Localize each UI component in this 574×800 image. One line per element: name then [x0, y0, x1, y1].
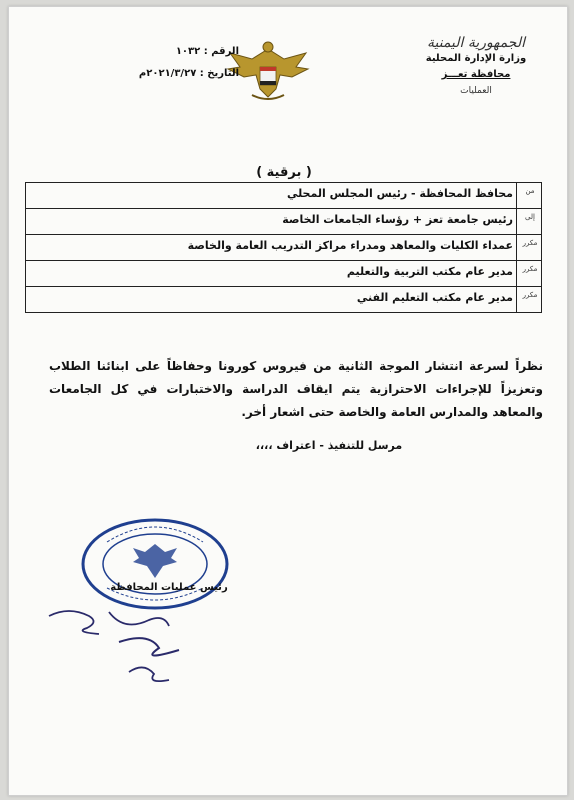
- document-date: [89, 63, 239, 85]
- seal-caption: رئيس عمليات المحافظة: [110, 582, 228, 593]
- date-value: ٢٠٢١/٣/٢٧م: [138, 68, 197, 79]
- addressee-row: [26, 235, 541, 261]
- row-label: إلى: [525, 213, 535, 221]
- handwritten-signature-icon: [29, 602, 229, 692]
- row-value: عمداء الكليات والمعاهد ومدراء مراكز التدريب العامة والخاصة: [187, 239, 513, 252]
- column-divider: [516, 261, 517, 286]
- document-page: [8, 6, 568, 796]
- letterhead-right: [401, 35, 551, 99]
- ministry-name: وزارة الإدارة المحلية: [425, 53, 527, 64]
- row-value: مدير عام مكتب التعليم الفني: [356, 291, 513, 304]
- row-label: مكرر: [522, 291, 538, 299]
- number-value: ١٠٣٢: [175, 46, 201, 57]
- row-value: رئيس جامعة تعز + رؤساء الجامعات الخاصة: [282, 213, 513, 226]
- reference-number: [89, 41, 239, 63]
- addressee-table: [25, 182, 542, 313]
- document-title: ( برقية ): [256, 165, 312, 180]
- office-name: العمليات: [460, 86, 492, 96]
- governorate-name: محافظة تعـــز: [441, 69, 511, 80]
- column-divider: [516, 183, 517, 208]
- row-label: مكرر: [522, 239, 538, 247]
- letterhead-left: [89, 41, 239, 85]
- date-label: التاريخ :: [199, 68, 239, 79]
- row-value: مدير عام مكتب التربية والتعليم: [346, 265, 513, 278]
- republic-name: الجمهورية اليمنية: [426, 35, 525, 51]
- column-divider: [516, 287, 517, 312]
- addressee-row: [26, 209, 541, 235]
- addressee-row: [26, 287, 541, 312]
- row-label: مكرر: [522, 265, 538, 273]
- column-divider: [516, 235, 517, 260]
- addressee-row: [26, 183, 541, 209]
- body-paragraph: نظراً لسرعة انتشار الموجة الثانية من فيروس كورونا وحفاظاً على ابنائنا الطلاب وتعزيزاً للإجراءات الاحترازية يتم ايقاف الدراسة والاختبارات في كل الجامعات والمعاهد والمدارس العامة والخاصة حتى اشعار أخر.: [49, 359, 543, 419]
- number-label: الرقم :: [203, 46, 239, 57]
- column-divider: [516, 209, 517, 234]
- row-value: محافظ المحافظة - رئيس المجلس المحلي: [286, 187, 513, 200]
- closing-line: مرسل للتنفيذ - اعتراف ،،،،: [255, 439, 403, 452]
- addressee-row: [26, 261, 541, 287]
- row-label: من: [525, 187, 535, 195]
